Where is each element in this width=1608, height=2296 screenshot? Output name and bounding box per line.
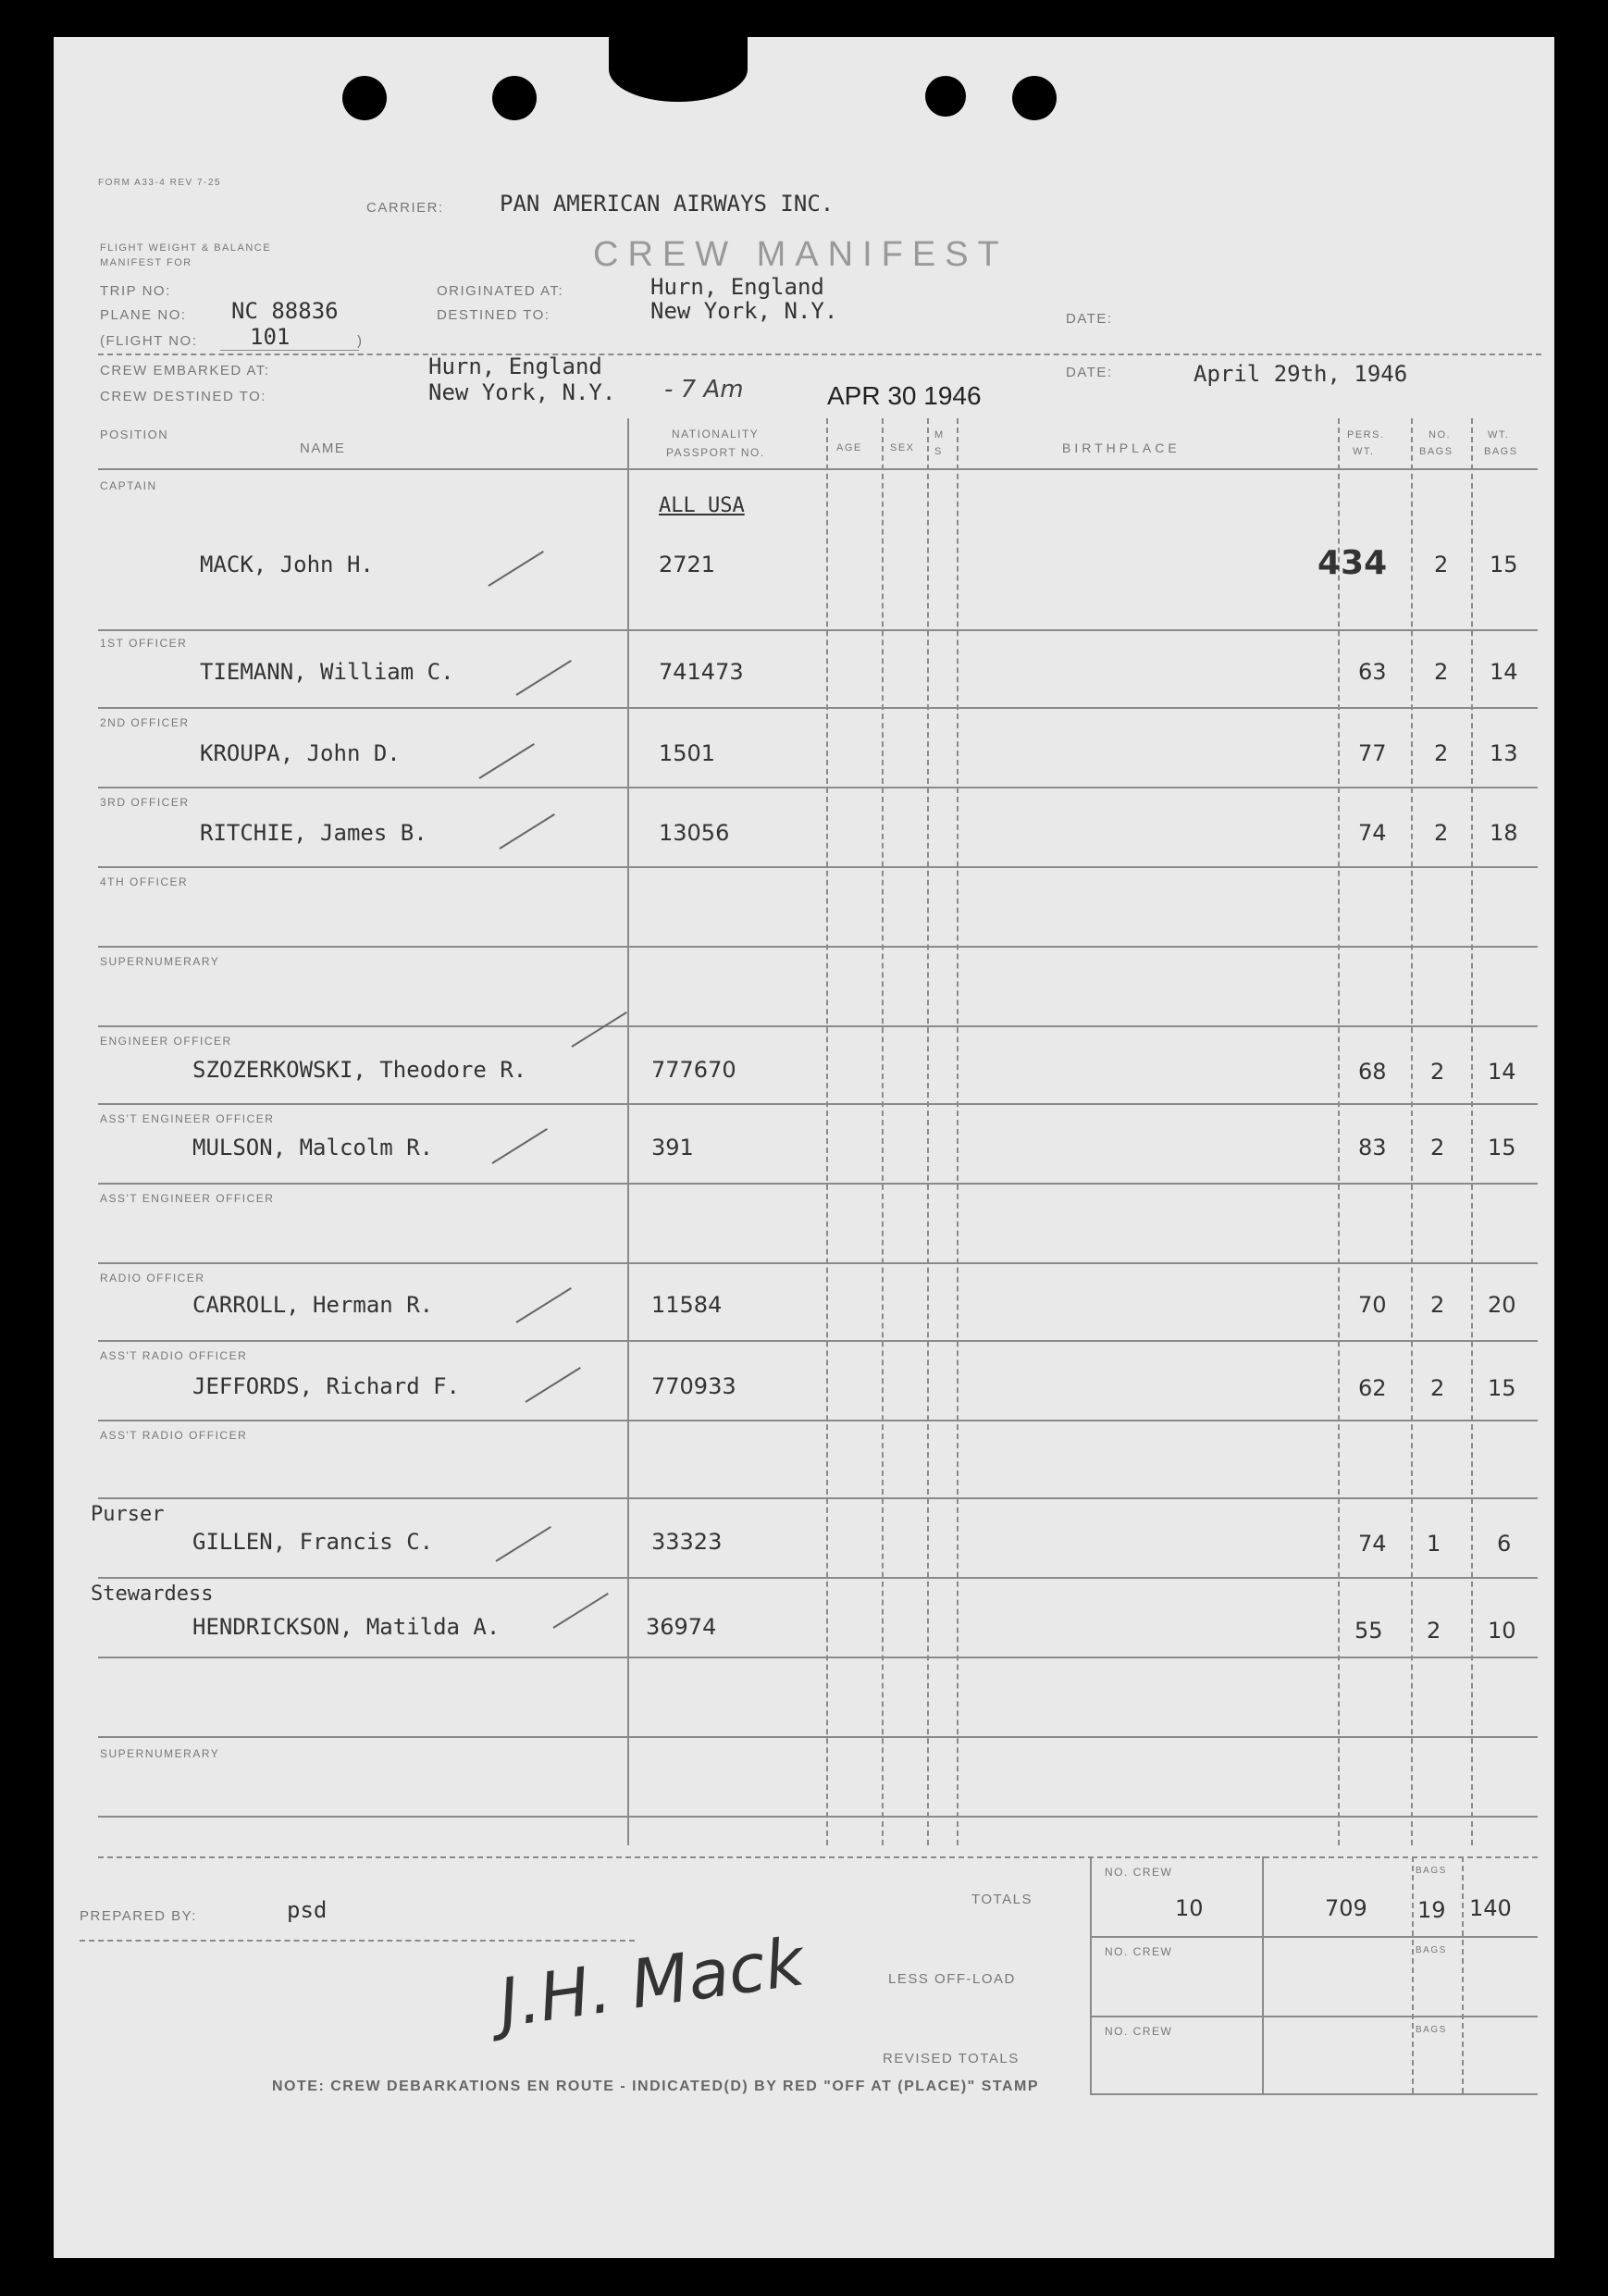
bag-weight: 14 <box>1488 1059 1516 1085</box>
col-ms-top: M <box>934 429 945 441</box>
col-bags-bottom: BAGS <box>1419 446 1453 457</box>
total-bags: 19 <box>1417 1897 1446 1923</box>
prepared-by-line <box>80 1940 635 1942</box>
bag-weight: 6 <box>1497 1531 1512 1557</box>
punch-hole <box>492 76 537 120</box>
crew-name: KROUPA, John D. <box>200 740 401 766</box>
total-bag-weight: 140 <box>1469 1895 1512 1921</box>
crew-name: TIEMANN, William C. <box>200 659 454 685</box>
passport-no: 777670 <box>651 1057 736 1083</box>
position-label: RADIO OFFICER <box>100 1272 205 1285</box>
captain-signature: J.H. Mack <box>493 1922 809 2042</box>
revised-totals-label: REVISED TOTALS <box>883 2051 1020 2066</box>
bag-count: 1 <box>1427 1531 1441 1557</box>
bag-count: 2 <box>1430 1059 1445 1085</box>
embarked-label: CREW EMBARKED AT: <box>100 363 270 379</box>
trip-no-label: TRIP NO: <box>100 283 171 299</box>
punch-hole <box>342 76 387 120</box>
manifest-date: April 29th, 1946 <box>1194 361 1408 387</box>
col-nationality: NATIONALITY <box>672 428 760 441</box>
row-line <box>98 1816 1538 1818</box>
col-bag-wt-top: WT. <box>1488 429 1510 441</box>
less-offload-label: LESS OFF-LOAD <box>888 1971 1016 1987</box>
arrival-stamp: APR 30 1946 <box>827 381 982 410</box>
totals-box-border <box>1412 1856 1414 2093</box>
subtitle-1: FLIGHT WEIGHT & BALANCE <box>100 242 272 254</box>
bags-label: BAGS <box>1416 1866 1447 1876</box>
bag-count: 2 <box>1434 820 1449 846</box>
row-line <box>98 707 1538 709</box>
bag-count: 2 <box>1427 1618 1441 1644</box>
prepared-by-label: PREPARED BY: <box>80 1908 197 1924</box>
row-line <box>98 629 1538 631</box>
total-weight: 709 <box>1325 1895 1367 1921</box>
col-divider <box>927 418 929 1845</box>
row-line <box>98 1497 1538 1499</box>
col-name: NAME <box>300 441 346 456</box>
totals-box-border <box>1090 2093 1538 2095</box>
col-passport: PASSPORT NO. <box>666 446 765 459</box>
crew-destined-label: CREW DESTINED TO: <box>100 389 266 404</box>
check-mark <box>491 1128 547 1164</box>
position-label: 1ST OFFICER <box>100 637 188 650</box>
passport-no: 36974 <box>646 1614 717 1640</box>
crew-name: MACK, John H. <box>200 552 374 577</box>
flight-no-label: (FLIGHT NO: <box>100 333 198 349</box>
row-line <box>98 1183 1538 1185</box>
carrier-name: PAN AMERICAN AIRWAYS INC. <box>500 191 835 217</box>
bag-weight: 18 <box>1490 820 1518 846</box>
col-divider <box>957 418 959 1845</box>
personal-weight: 62 <box>1358 1375 1387 1401</box>
bag-count: 2 <box>1434 659 1449 685</box>
col-bags-top: NO. <box>1429 429 1452 441</box>
totals-box-border <box>1090 2016 1538 2017</box>
totals-box-border <box>1090 1936 1538 1938</box>
crew-name: JEFFORDS, Richard F. <box>192 1373 460 1399</box>
crew-name: SZOZERKOWSKI, Theodore R. <box>192 1057 527 1083</box>
passport-no: 1501 <box>659 740 716 766</box>
row-line <box>98 787 1538 788</box>
passport-no: 391 <box>651 1135 694 1160</box>
col-pers-wt-top: PERS. <box>1347 429 1385 441</box>
arrival-handwritten: - 7 Am <box>664 376 744 403</box>
position-label: SUPERNUMERARY <box>100 1747 220 1760</box>
passport-no: 2721 <box>659 552 716 577</box>
bag-count: 2 <box>1430 1135 1445 1160</box>
row-line <box>98 1103 1538 1105</box>
prepared-by-value: psd <box>287 1897 328 1923</box>
crew-name: CARROLL, Herman R. <box>192 1292 434 1318</box>
destined-value: New York, N.Y. <box>650 298 838 324</box>
flight-no-underline <box>220 350 359 351</box>
date-label: DATE: <box>1066 365 1113 380</box>
position-label: 3RD OFFICER <box>100 796 190 809</box>
no-crew-label: NO. CREW <box>1105 2025 1173 2038</box>
position-label: ASS'T RADIO OFFICER <box>100 1349 248 1362</box>
col-divider <box>1411 418 1413 1845</box>
subtitle-2: MANIFEST FOR <box>100 257 192 268</box>
position-label: 4TH OFFICER <box>100 875 189 888</box>
check-mark <box>495 1526 550 1562</box>
row-line <box>98 1577 1538 1579</box>
originated-label: ORIGINATED AT: <box>437 283 564 299</box>
position-label: ASS'T ENGINEER OFFICER <box>100 1112 275 1125</box>
col-age: AGE <box>836 442 862 453</box>
totals-divider <box>98 1856 1538 1858</box>
crew-name: RITCHIE, James B. <box>200 820 427 846</box>
passport-no: 33323 <box>651 1529 723 1555</box>
carrier-label: CARRIER: <box>366 200 444 216</box>
form-code: FORM A33-4 REV 7-25 <box>98 178 221 188</box>
plane-no-label: PLANE NO: <box>100 307 187 323</box>
plane-no: NC 88836 <box>231 298 339 324</box>
flight-no: 101 <box>250 324 291 350</box>
row-line <box>98 1657 1538 1658</box>
personal-weight: 70 <box>1358 1292 1387 1318</box>
no-crew-label: NO. CREW <box>1105 1945 1173 1958</box>
position-label: 2ND OFFICER <box>100 716 190 729</box>
crew-name: MULSON, Malcolm R. <box>192 1135 434 1160</box>
check-mark <box>488 551 543 587</box>
position-label: ENGINEER OFFICER <box>100 1035 232 1048</box>
col-sex: SEX <box>890 442 915 453</box>
check-mark <box>515 660 571 696</box>
bag-count: 2 <box>1430 1292 1445 1318</box>
footer-note: NOTE: CREW DEBARKATIONS EN ROUTE - INDICATED(D) BY RED "OFF AT (PLACE)" STAMP <box>272 2079 1040 2094</box>
position-label: ASS'T RADIO OFFICER <box>100 1429 248 1442</box>
col-bag-wt-bottom: BAGS <box>1484 446 1518 457</box>
originated-value: Hurn, England <box>650 274 824 300</box>
row-line <box>98 866 1538 868</box>
punch-hole <box>925 76 966 117</box>
personal-weight: 74 <box>1358 820 1387 846</box>
check-mark <box>499 813 554 850</box>
personal-weight: 63 <box>1358 659 1387 685</box>
nationality-note: ALL USA <box>659 494 745 517</box>
header-divider <box>98 354 1541 355</box>
bag-weight: 20 <box>1488 1292 1516 1318</box>
bag-weight: 15 <box>1488 1375 1516 1401</box>
personal-weight: 83 <box>1358 1135 1387 1160</box>
col-position: POSITION <box>100 428 169 441</box>
destined-label: DESTINED TO: <box>437 307 550 323</box>
row-line <box>98 1736 1538 1738</box>
manifest-page <box>54 37 1554 2258</box>
check-mark <box>515 1287 571 1323</box>
row-line <box>98 1262 1538 1264</box>
totals-box-border <box>1462 1856 1464 2093</box>
bag-weight: 10 <box>1488 1618 1516 1644</box>
col-ms-bottom: S <box>934 446 943 457</box>
no-crew-label: NO. CREW <box>1105 1866 1173 1879</box>
position-label: Purser <box>91 1503 165 1526</box>
check-mark <box>525 1367 580 1403</box>
bags-label: BAGS <box>1416 1945 1447 1955</box>
passport-no: 13056 <box>659 820 730 846</box>
col-divider <box>1338 418 1340 1845</box>
flight-no-close: ) <box>357 333 364 349</box>
bag-weight: 15 <box>1488 1135 1516 1160</box>
position-label: SUPERNUMERARY <box>100 955 220 968</box>
position-label: Stewardess <box>91 1582 214 1606</box>
bag-count: 2 <box>1430 1375 1445 1401</box>
totals-label: TOTALS <box>971 1892 1033 1907</box>
position-label: ASS'T ENGINEER OFFICER <box>100 1192 275 1205</box>
col-divider <box>627 418 629 1845</box>
position-label: CAPTAIN <box>100 479 157 492</box>
bag-weight: 15 <box>1490 552 1518 577</box>
page-title: CREW MANIFEST <box>593 235 1008 274</box>
col-pers-wt-bottom: WT. <box>1353 446 1375 457</box>
passport-no: 770933 <box>651 1373 736 1399</box>
punch-hole <box>1012 76 1057 120</box>
date-label-top: DATE: <box>1066 311 1113 327</box>
passport-no: 11584 <box>651 1292 723 1318</box>
row-line <box>98 946 1538 948</box>
crew-name: GILLEN, Francis C. <box>192 1529 434 1555</box>
bags-label: BAGS <box>1416 2025 1447 2035</box>
personal-weight: 74 <box>1358 1531 1387 1557</box>
row-line <box>98 1420 1538 1421</box>
col-divider <box>1471 418 1473 1845</box>
check-mark <box>552 1593 608 1629</box>
row-line <box>98 1340 1538 1342</box>
crew-destined-value: New York, N.Y. <box>428 379 616 405</box>
personal-weight: 434 <box>1317 544 1388 582</box>
passport-no: 741473 <box>659 659 744 685</box>
bag-count: 2 <box>1434 740 1449 766</box>
check-mark <box>478 743 534 779</box>
bag-weight: 14 <box>1490 659 1518 685</box>
col-birthplace: BIRTHPLACE <box>1062 441 1181 455</box>
col-divider <box>826 418 828 1845</box>
bag-weight: 13 <box>1490 740 1518 766</box>
totals-box-border <box>1090 1856 1092 2093</box>
check-mark <box>571 1011 626 1048</box>
total-crew: 10 <box>1175 1895 1204 1921</box>
personal-weight: 68 <box>1358 1059 1387 1085</box>
header-row-line <box>98 468 1538 470</box>
embarked-value: Hurn, England <box>428 354 602 379</box>
torn-edge <box>609 37 748 102</box>
row-line <box>98 1025 1538 1027</box>
col-divider <box>882 418 884 1845</box>
totals-box-border <box>1262 1856 1264 2093</box>
crew-name: HENDRICKSON, Matilda A. <box>192 1614 501 1640</box>
personal-weight: 55 <box>1354 1618 1383 1644</box>
personal-weight: 77 <box>1358 740 1387 766</box>
bag-count: 2 <box>1434 552 1449 577</box>
